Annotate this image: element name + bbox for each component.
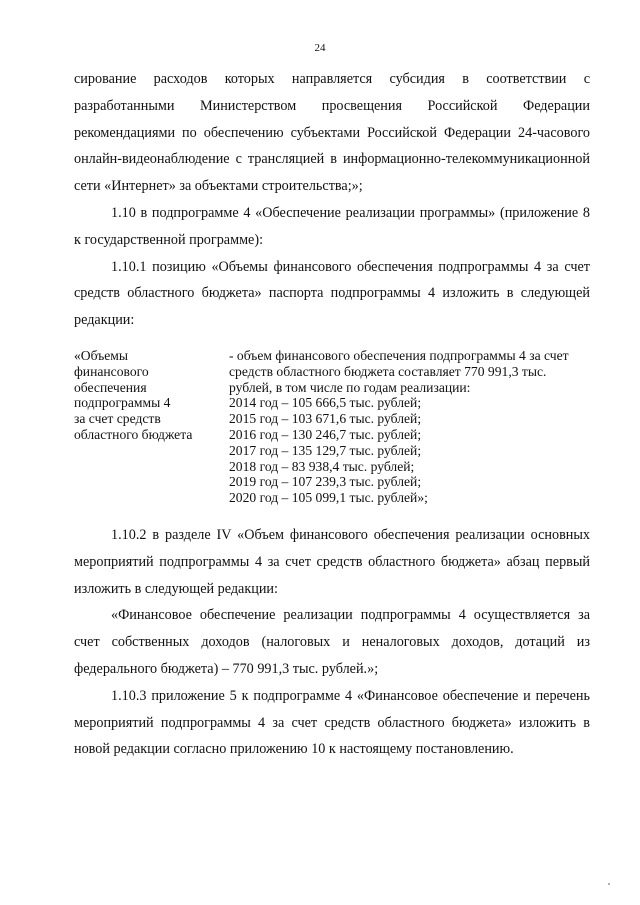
table-value-line: 2016 год – 130 246,7 тыс. рублей; [229,426,422,442]
table-value-line: 2020 год – 105 099,1 тыс. рублей»; [229,490,428,506]
table-label-line: обеспечения [74,379,147,395]
table-label-line: «Объемы [74,347,128,363]
table-label-line: областного бюджета [74,426,193,442]
table-label-line: за счет средств [74,411,161,427]
funding-table-value [229,348,590,506]
table-value-line: 2018 год – 83 938,4 тыс. рублей; [229,458,415,474]
funding-table [74,348,590,514]
document-body [74,66,590,763]
paragraph-1-10-2: 1.10.2 в разделе IV «Объем финансового обеспечения реализации основных мероприятий подпрограммы 4 за счет средств областного бюджета» абзац первый изложить в следующей редакции: [74,526,590,597]
page-number: 24 [314,42,326,54]
table-value-line: 2015 год – 103 671,6 тыс. рублей; [229,411,422,427]
paragraph-1-10-1: 1.10.1 позицию «Объемы финансового обеспечения подпрограммы 4 за счет средств областного бюджета» паспорта подпрограммы 4 изложить в следующей редакции: [74,258,590,329]
funding-table-label [74,348,214,443]
table-value-line: средств областного бюджета составляет 770 991,3 тыс. [229,363,547,379]
table-value-line: 2017 год – 135 129,7 тыс. рублей; [229,442,422,458]
table-label-line: финансового [74,363,149,379]
paragraph-continuation: сирование расходов которых направляется субсидия в соответствии с разработанными Министерством просвещения Российской Федерации рекомендациями по обеспечению субъектами Российской Федерации 24-часового онлайн-видеонаблюдение с трансляцией в информационно-телекоммуникационной сети «Интернет» за объектами строительства;»; [74,71,590,195]
table-value-line: 2014 год – 105 666,5 тыс. рублей; [229,395,422,411]
scan-speck [608,883,610,885]
table-value-line: 2019 год – 107 239,3 тыс. рублей; [229,474,422,490]
paragraph-1-10: 1.10 в подпрограмме 4 «Обеспечение реализации программы» (приложение 8 к государственной программе): [74,204,590,248]
table-value-line: - объем финансового обеспечения подпрограммы 4 за счет [229,347,569,363]
paragraph-1-10-3: 1.10.3 приложение 5 к подпрограмме 4 «Финансовое обеспечение и перечень мероприятий подпрограммы 4 за счет средств областного бюджета» изложить в новой редакции согласно приложению 10 к настоящему постановлению. [74,687,590,758]
table-label-line: подпрограммы 4 [74,395,171,411]
paragraph-quote: «Финансовое обеспечение реализации подпрограммы 4 осуществляется за счет собственных доходов (налоговых и неналоговых доходов, дотаций из федерального бюджета) – 770 991,3 тыс. рублей.»; [74,607,590,677]
table-value-line: рублей, в том числе по годам реализации: [229,379,471,395]
